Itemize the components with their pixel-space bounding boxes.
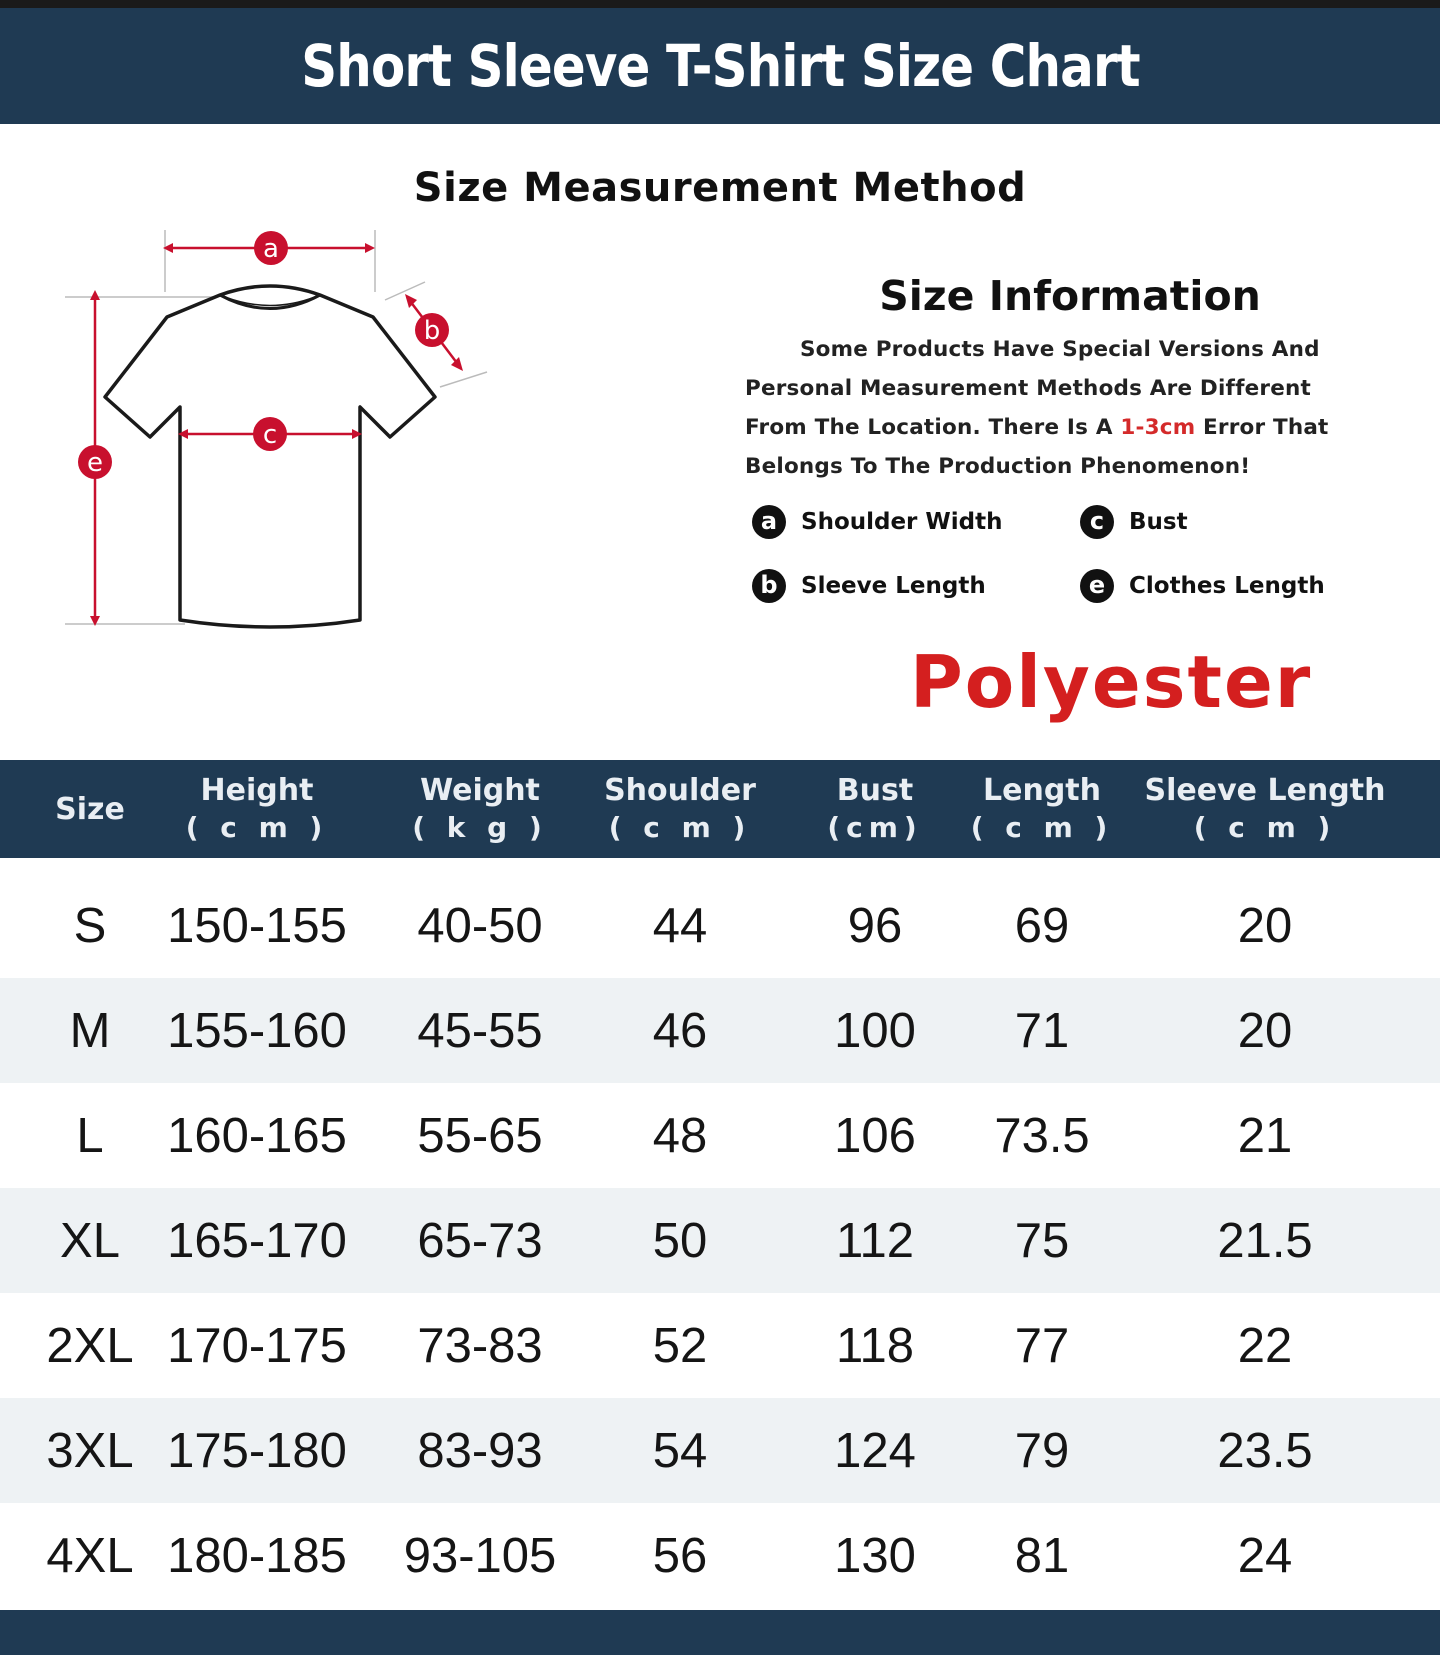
table-cell: 2XL (46, 1318, 134, 1373)
legend-label: Bust (1129, 509, 1188, 535)
column-header (1135, 760, 1395, 858)
column-header-name: Shoulder (604, 773, 756, 808)
column-header-unit: ( c m ) (970, 811, 1114, 844)
legend-label: Shoulder Width (801, 509, 1003, 535)
legend-item-bust (1080, 505, 1188, 539)
size-table-header (0, 760, 1440, 858)
measurement-legend (752, 505, 1352, 625)
table-cell: 56 (652, 1528, 708, 1583)
column-header (800, 760, 950, 858)
column-header-name: Size (55, 791, 125, 827)
table-cell: 3XL (46, 1423, 134, 1478)
column-header-unit: ( k g ) (412, 811, 548, 844)
circle-a-icon: a (752, 505, 786, 539)
table-cell: 40-50 (417, 898, 543, 953)
info-line-1: Some Products Have Special Versions And (800, 337, 1320, 362)
table-cell: 160-165 (167, 1108, 347, 1163)
table-cell: XL (60, 1213, 120, 1268)
page-title: Short Sleeve T-Shirt Size Chart (300, 32, 1140, 100)
table-cell: 180-185 (167, 1528, 347, 1583)
table-cell: 83-93 (417, 1423, 543, 1478)
table-cell: 165-170 (167, 1213, 347, 1268)
table-row (0, 1188, 1440, 1293)
column-header-name: Bust (836, 773, 914, 808)
legend-label: Clothes Length (1129, 573, 1325, 599)
table-cell: 77 (1014, 1318, 1070, 1373)
circle-c-icon: c (1080, 505, 1114, 539)
table-cell: 75 (1014, 1213, 1070, 1268)
table-cell: 124 (834, 1423, 916, 1478)
table-cell: 73-83 (417, 1318, 543, 1373)
table-cell: L (76, 1108, 104, 1163)
table-row (0, 978, 1440, 1083)
svg-text:e: e (87, 448, 103, 478)
bottom-bar (0, 1610, 1440, 1655)
info-line-2: Personal Measurement Methods Are Different (745, 376, 1311, 401)
material-label: Polyester (910, 640, 1313, 724)
column-header (580, 760, 780, 858)
size-table-body (0, 873, 1440, 1608)
info-line-3-post: Error That (1195, 415, 1329, 440)
table-cell: 130 (834, 1528, 916, 1583)
tshirt-outline-icon (55, 222, 515, 652)
table-cell: 21 (1237, 1108, 1293, 1163)
table-cell: 20 (1237, 1003, 1293, 1058)
table-cell: S (73, 898, 107, 953)
table-cell: 71 (1014, 1003, 1070, 1058)
legend-item-shoulder-width (752, 505, 1003, 539)
size-info-text (745, 330, 1345, 486)
column-header-name: Height (200, 773, 314, 808)
table-cell: 81 (1014, 1528, 1070, 1583)
svg-text:a: a (263, 234, 279, 264)
table-cell: 100 (834, 1003, 916, 1058)
table-cell: 48 (652, 1108, 708, 1163)
info-line-3 (745, 408, 1345, 447)
table-cell: M (69, 1003, 111, 1058)
table-cell: 22 (1237, 1318, 1293, 1373)
table-cell: 112 (835, 1213, 915, 1268)
table-cell: 170-175 (167, 1318, 347, 1373)
table-cell: 69 (1014, 898, 1070, 953)
column-header (15, 760, 165, 858)
circle-b-icon: b (752, 569, 786, 603)
column-header-name: Sleeve Length (1144, 773, 1386, 808)
table-row (0, 1293, 1440, 1398)
table-cell: 54 (652, 1423, 708, 1478)
circle-e-icon: e (1080, 569, 1114, 603)
section-title: Size Measurement Method (413, 165, 1027, 211)
table-cell: 155-160 (167, 1003, 347, 1058)
table-cell: 175-180 (167, 1423, 347, 1478)
column-header (365, 760, 595, 858)
title-bar (0, 8, 1440, 124)
table-cell: 79 (1014, 1423, 1070, 1478)
column-header-unit: ( c m ) (185, 811, 329, 844)
table-cell: 96 (847, 898, 903, 953)
svg-text:c: c (262, 420, 278, 450)
table-cell: 20 (1237, 898, 1293, 953)
column-header-name: Length (983, 773, 1101, 808)
table-cell: 46 (652, 1003, 708, 1058)
table-row (0, 1083, 1440, 1188)
table-row (0, 1398, 1440, 1503)
info-line-4: Belongs To The Production Phenomenon! (745, 454, 1251, 479)
error-highlight: 1-3cm (1120, 415, 1196, 440)
legend-item-clothes-length (1080, 569, 1325, 603)
table-cell: 65-73 (417, 1213, 543, 1268)
tshirt-diagram (55, 222, 515, 652)
table-cell: 24 (1237, 1528, 1293, 1583)
table-cell: 45-55 (417, 1003, 543, 1058)
table-row (0, 1503, 1440, 1608)
column-header (952, 760, 1132, 858)
legend-item-sleeve-length (752, 569, 986, 603)
table-cell: 4XL (46, 1528, 134, 1583)
table-cell: 50 (652, 1213, 708, 1268)
column-header-unit: ( c m ) (1193, 811, 1337, 844)
column-header-unit: ( c m ) (608, 811, 752, 844)
table-cell: 118 (835, 1318, 915, 1373)
table-cell: 44 (652, 898, 708, 953)
table-cell: 106 (834, 1108, 916, 1163)
top-strip (0, 0, 1440, 8)
table-row (0, 873, 1440, 978)
column-header-unit: (cm) (827, 811, 923, 844)
table-cell: 55-65 (417, 1108, 543, 1163)
size-info-title: Size Information (879, 272, 1261, 320)
info-line-3-pre: From The Location. There Is A (745, 415, 1121, 440)
legend-label: Sleeve Length (801, 573, 986, 599)
table-cell: 21.5 (1217, 1213, 1313, 1268)
table-cell: 52 (652, 1318, 708, 1373)
table-cell: 73.5 (994, 1108, 1090, 1163)
table-cell: 93-105 (403, 1528, 557, 1583)
size-info (745, 272, 1345, 486)
column-header (157, 760, 357, 858)
svg-text:b: b (423, 316, 441, 346)
table-cell: 150-155 (167, 898, 347, 953)
table-cell: 23.5 (1217, 1423, 1313, 1478)
column-header-name: Weight (420, 773, 540, 808)
